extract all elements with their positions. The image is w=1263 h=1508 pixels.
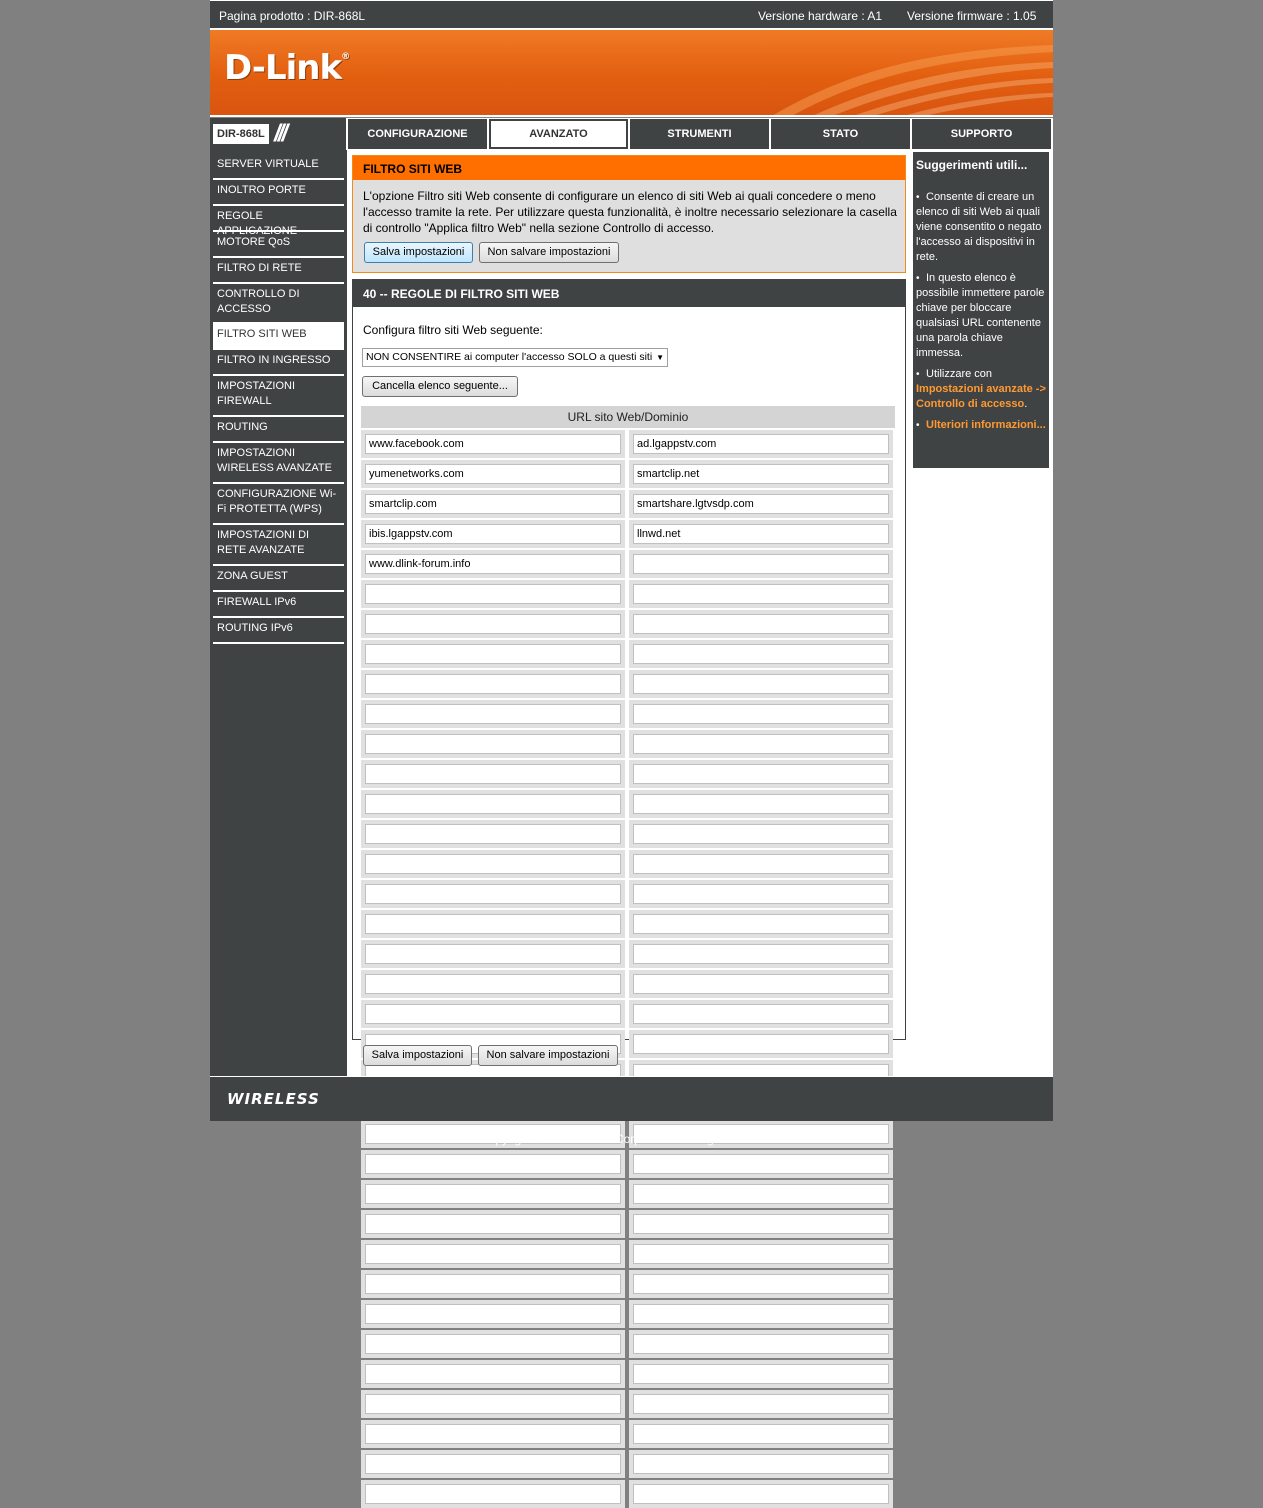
url-cell <box>361 880 625 908</box>
url-cell <box>629 1390 893 1418</box>
save-button[interactable]: Salva impostazioni <box>364 242 473 263</box>
sidebar-item-inoltro-porte[interactable]: INOLTRO PORTE <box>213 180 344 206</box>
sidebar-item-rete-avanzate[interactable]: IMPOSTAZIONI DI RETE AVANZATE <box>213 525 344 566</box>
url-cell <box>629 970 893 998</box>
hints-list <box>913 190 1048 439</box>
url-input[interactable] <box>365 794 621 814</box>
url-input[interactable] <box>365 854 621 874</box>
url-cell <box>629 1030 893 1058</box>
url-input[interactable] <box>365 1364 621 1384</box>
url-cell <box>629 1330 893 1358</box>
url-cell <box>629 520 893 548</box>
url-cell <box>361 940 625 968</box>
url-cell <box>361 550 625 578</box>
url-cell <box>629 910 893 938</box>
url-input[interactable]: smartclip.net <box>633 464 889 484</box>
url-cell <box>629 760 893 788</box>
footer <box>210 1076 1053 1121</box>
url-input[interactable] <box>365 1454 621 1474</box>
copyright: Copyright © 2013 D-Link Corporation. All rights reserved. <box>480 1132 783 1146</box>
intro-section <box>352 155 906 273</box>
url-cell <box>629 1210 893 1238</box>
tab-avanzato[interactable]: AVANZATO <box>489 119 628 149</box>
url-input[interactable] <box>365 1424 621 1444</box>
url-column-header: URL sito Web/Dominio <box>361 406 895 428</box>
section-description: L'opzione Filtro siti Web consente di configurare un elenco di siti Web ai quali concedere o meno l'accesso tramite la rete. Per utilizzare questa funzionalità, è inoltre necessario selezionare la casella di controllo "Applica filtro Web" nella sezione Controllo di accesso. <box>363 189 897 235</box>
url-cell <box>361 1210 625 1238</box>
url-input[interactable] <box>633 554 889 574</box>
url-input[interactable] <box>365 764 621 784</box>
url-cell <box>629 1180 893 1208</box>
sidebar <box>210 150 347 1076</box>
url-input[interactable] <box>633 1154 889 1174</box>
url-cell <box>629 460 893 488</box>
url-cell <box>629 940 893 968</box>
url-input[interactable] <box>365 1004 621 1024</box>
url-input[interactable] <box>365 1334 621 1354</box>
url-cell <box>629 820 893 848</box>
sidebar-item-zona-guest[interactable]: ZONA GUEST <box>213 566 344 592</box>
rules-section <box>352 279 906 1040</box>
url-input[interactable] <box>633 1304 889 1324</box>
bullet-icon: • <box>916 420 920 431</box>
sidebar-item-server-virtuale[interactable]: SERVER VIRTUALE <box>213 154 344 180</box>
rules-title: 40 -- REGOLE DI FILTRO SITI WEB <box>353 280 905 307</box>
url-input[interactable] <box>365 734 621 754</box>
dropdown-arrow-icon: ▼ <box>656 353 664 362</box>
bullet-icon: • <box>916 369 920 380</box>
url-input[interactable] <box>365 1394 621 1414</box>
url-cell <box>361 700 625 728</box>
url-input[interactable] <box>633 854 889 874</box>
url-input[interactable]: yumenetworks.com <box>365 464 621 484</box>
url-input[interactable] <box>633 974 889 994</box>
tab-configurazione[interactable]: CONFIGURAZIONE <box>348 119 487 149</box>
sidebar-item-impostazioni-firewall[interactable]: IMPOSTAZIONI FIREWALL <box>213 376 344 417</box>
dlink-logo: D-Link® <box>224 48 350 88</box>
url-input[interactable] <box>633 884 889 904</box>
sidebar-item-filtro-di-rete[interactable]: FILTRO DI RETE <box>213 258 344 284</box>
bottom-save-button[interactable]: Salva impostazioni <box>363 1045 472 1066</box>
url-input[interactable] <box>633 584 889 604</box>
tab-stato[interactable]: STATO <box>771 119 910 149</box>
url-input[interactable] <box>633 674 889 694</box>
url-cell <box>361 1420 625 1448</box>
url-cell <box>361 580 625 608</box>
url-cell <box>629 730 893 758</box>
filter-mode-select[interactable] <box>362 348 668 367</box>
access-control-link[interactable]: Impostazioni avanzate -> Controllo di accesso <box>916 383 1046 410</box>
url-input[interactable] <box>633 644 889 664</box>
url-input[interactable] <box>633 824 889 844</box>
url-input[interactable]: ad.lgappstv.com <box>633 434 889 454</box>
url-input[interactable] <box>365 1484 621 1504</box>
url-cell <box>629 490 893 518</box>
url-input[interactable] <box>633 764 889 784</box>
sidebar-item-regole-applicazione[interactable]: REGOLE APPLICAZIONE <box>213 206 344 232</box>
url-input[interactable] <box>633 1454 889 1474</box>
hints-panel <box>911 150 1053 1076</box>
url-input[interactable] <box>633 1244 889 1264</box>
url-cell <box>629 1270 893 1298</box>
url-input[interactable] <box>633 1004 889 1024</box>
url-cell <box>361 460 625 488</box>
url-cell <box>361 760 625 788</box>
hint-item: • Utilizzare con Impostazioni avanzate -> Controllo di accesso. <box>916 368 1046 410</box>
url-cell <box>361 670 625 698</box>
url-input[interactable] <box>365 1214 621 1234</box>
url-input[interactable]: smartclip.com <box>365 494 621 514</box>
sidebar-item-filtro-in-ingresso[interactable]: FILTRO IN INGRESSO <box>213 350 344 376</box>
hint-item: • Consente di creare un elenco di siti Web ai quali viene consentito o negato l'accesso ai dispositivi in rete. <box>916 191 1042 263</box>
url-cell <box>361 1330 625 1358</box>
url-cell <box>361 1000 625 1028</box>
top-info-bar <box>210 0 1053 28</box>
config-label: Configura filtro siti Web seguente: <box>363 323 543 337</box>
url-cell <box>361 820 625 848</box>
url-input[interactable]: www.facebook.com <box>365 434 621 454</box>
sidebar-item-firewall-ipv6[interactable]: FIREWALL IPv6 <box>213 592 344 618</box>
url-cell <box>361 1180 625 1208</box>
url-input[interactable] <box>365 644 621 664</box>
url-input[interactable] <box>633 1394 889 1414</box>
url-input[interactable] <box>365 1244 621 1264</box>
url-input[interactable] <box>633 1484 889 1504</box>
filter-mode-value: NON CONSENTIRE ai computer l'accesso SOLO a questi siti <box>366 351 653 363</box>
clear-list-button[interactable]: Cancella elenco seguente... <box>362 376 518 397</box>
url-input[interactable] <box>633 1424 889 1444</box>
url-input[interactable] <box>633 1214 889 1234</box>
sidebar-item-controllo-di-accesso[interactable]: CONTROLLO DI ACCESSO <box>213 284 344 324</box>
sidebar-item-routing-ipv6[interactable]: ROUTING IPv6 <box>213 618 344 644</box>
url-input[interactable] <box>633 914 889 934</box>
url-cell <box>361 1150 625 1178</box>
url-input[interactable] <box>365 914 621 934</box>
hints-box <box>913 152 1049 468</box>
url-input[interactable] <box>365 704 621 724</box>
url-cell <box>361 430 625 458</box>
url-cell <box>361 1360 625 1388</box>
sidebar-item-wps[interactable]: CONFIGURAZIONE Wi-Fi PROTETTA (WPS) <box>213 484 344 525</box>
url-cell <box>361 1480 625 1508</box>
url-input[interactable] <box>633 1364 889 1384</box>
url-input[interactable] <box>633 794 889 814</box>
url-input[interactable] <box>633 704 889 724</box>
bottom-dont-save-button[interactable]: Non salvare impostazioni <box>478 1045 618 1066</box>
url-cell <box>629 1240 893 1268</box>
url-cell <box>361 790 625 818</box>
url-input[interactable] <box>633 734 889 754</box>
url-cell <box>361 610 625 638</box>
hints-title: Suggerimenti utili... <box>916 158 1028 172</box>
header-banner <box>210 28 1053 117</box>
url-cell <box>629 790 893 818</box>
url-input[interactable]: llnwd.net <box>633 524 889 544</box>
url-input[interactable] <box>365 824 621 844</box>
firmware-version: Versione firmware : 1.05 <box>907 9 1037 23</box>
url-input[interactable] <box>633 1034 889 1054</box>
url-cell <box>629 550 893 578</box>
url-cell <box>361 490 625 518</box>
url-cell <box>629 1480 893 1508</box>
url-input[interactable] <box>365 584 621 604</box>
sidebar-item-routing[interactable]: ROUTING <box>213 417 344 443</box>
product-page-label: Pagina prodotto : DIR-868L <box>219 9 366 23</box>
url-cell <box>361 1270 625 1298</box>
url-cell <box>629 610 893 638</box>
url-input[interactable] <box>365 614 621 634</box>
url-cell <box>629 430 893 458</box>
model-badge <box>210 118 346 150</box>
wireless-logo: WIRELESS <box>227 1090 320 1108</box>
hardware-version: Versione hardware : A1 <box>758 9 883 23</box>
hint-item: • In questo elenco è possibile immettere parole chiave per bloccare qualsiasi URL contenente una parola chiave immessa. <box>916 272 1045 359</box>
url-input[interactable] <box>633 944 889 964</box>
url-input[interactable]: ibis.lgappstv.com <box>365 524 621 544</box>
url-cell <box>629 670 893 698</box>
url-cell <box>629 1420 893 1448</box>
url-input[interactable] <box>365 884 621 904</box>
url-input[interactable] <box>633 1334 889 1354</box>
main-content <box>347 150 911 1076</box>
url-cell <box>629 580 893 608</box>
model-label: DIR-868L <box>213 124 269 144</box>
url-cell <box>361 640 625 668</box>
url-cell <box>629 640 893 668</box>
slash-decoration-icon: /// <box>274 120 286 147</box>
url-cell <box>361 520 625 548</box>
url-cell <box>361 1240 625 1268</box>
url-cell <box>361 850 625 878</box>
url-input[interactable] <box>365 1274 621 1294</box>
section-title: FILTRO SITI WEB <box>353 156 905 180</box>
url-cell <box>629 1150 893 1178</box>
tab-supporto[interactable]: SUPPORTO <box>912 119 1051 149</box>
url-cell <box>629 880 893 908</box>
sidebar-item-motore-qos[interactable]: MOTORE QoS <box>213 232 344 258</box>
sidebar-item-wireless-avanzate[interactable]: IMPOSTAZIONI WIRELESS AVANZATE <box>213 443 344 484</box>
hint-item <box>916 418 1048 433</box>
url-cell <box>629 1450 893 1478</box>
url-cell <box>361 970 625 998</box>
dont-save-button[interactable]: Non salvare impostazioni <box>479 242 619 263</box>
url-cell <box>361 730 625 758</box>
url-input[interactable] <box>365 674 621 694</box>
url-cell <box>361 1450 625 1478</box>
url-input[interactable] <box>633 1184 889 1204</box>
url-cell <box>629 850 893 878</box>
more-info-link[interactable]: Ulteriori informazioni... <box>926 419 1046 431</box>
bullet-icon: • <box>916 192 920 203</box>
url-input[interactable] <box>365 944 621 964</box>
url-input[interactable]: www.dlink-forum.info <box>365 554 621 574</box>
url-cell <box>361 1300 625 1328</box>
url-input[interactable] <box>633 1274 889 1294</box>
url-input[interactable] <box>365 974 621 994</box>
url-input[interactable] <box>365 1184 621 1204</box>
bullet-icon: • <box>916 273 920 284</box>
url-input[interactable] <box>633 614 889 634</box>
url-cell <box>629 1300 893 1328</box>
sidebar-item-filtro-siti-web[interactable]: FILTRO SITI WEB <box>213 324 344 350</box>
url-cell <box>629 700 893 728</box>
url-cell <box>629 1360 893 1388</box>
url-cell <box>629 1000 893 1028</box>
url-input[interactable] <box>365 1154 621 1174</box>
tab-strumenti[interactable]: STRUMENTI <box>630 119 769 149</box>
url-input[interactable] <box>365 1304 621 1324</box>
url-input[interactable]: smartshare.lgtvsdp.com <box>633 494 889 514</box>
url-cell <box>361 1390 625 1418</box>
main-nav <box>210 118 1053 150</box>
url-cell <box>361 910 625 938</box>
